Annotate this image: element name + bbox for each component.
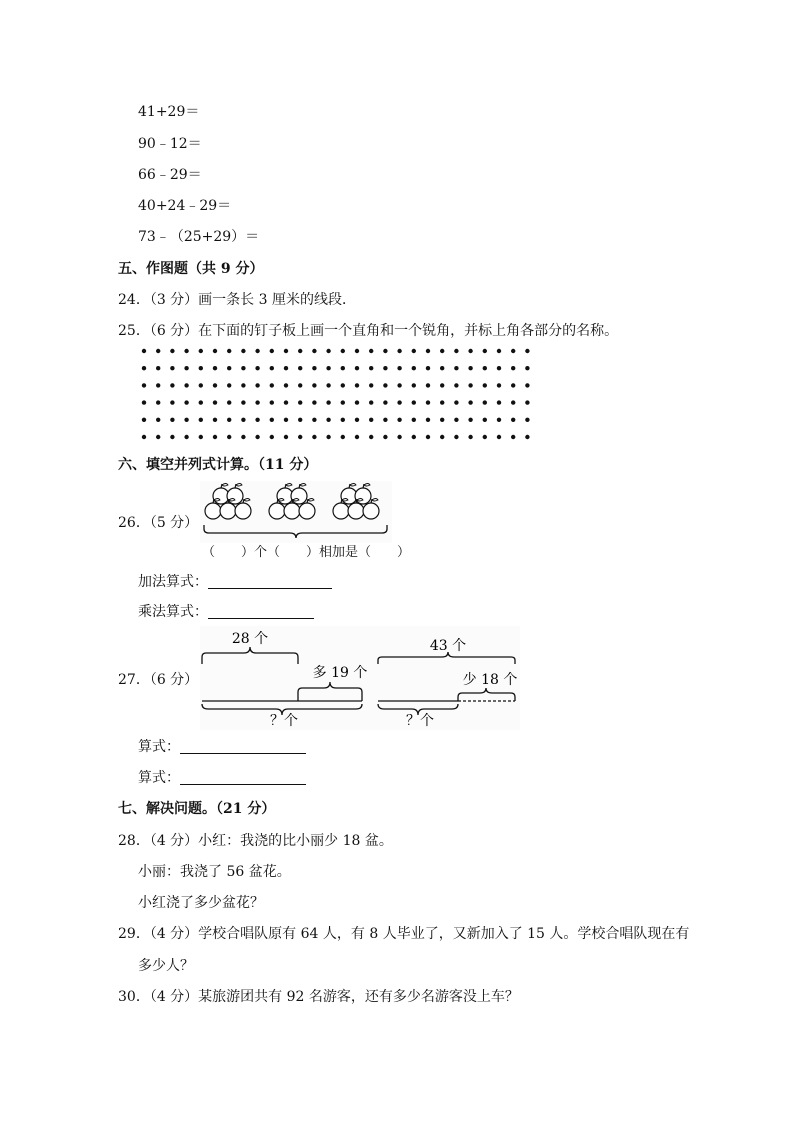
nail-dot[interactable] (397, 383, 401, 387)
nail-dot[interactable] (497, 366, 501, 370)
nail-dot[interactable] (454, 349, 458, 353)
nail-dot[interactable] (397, 418, 401, 422)
nail-dot[interactable] (255, 383, 259, 387)
nail-dot[interactable] (298, 349, 302, 353)
left-top-label: 28 个 (231, 631, 269, 647)
nail-dot[interactable] (497, 383, 501, 387)
section-5-heading: 五、作图题（共 9 分） (118, 261, 264, 277)
nail-dot[interactable] (184, 435, 188, 439)
nail-dot[interactable] (170, 400, 174, 404)
calc-line-3: 66﹣29＝ (138, 167, 202, 183)
nail-dot[interactable] (497, 400, 501, 404)
nail-dot[interactable] (383, 349, 387, 353)
nail-dot[interactable] (199, 383, 203, 387)
nail-dot[interactable] (213, 418, 217, 422)
nail-dot[interactable] (241, 435, 245, 439)
nail-dot[interactable] (227, 418, 231, 422)
nail-dot[interactable] (184, 383, 188, 387)
nail-dot[interactable] (426, 435, 430, 439)
nail-dot[interactable] (355, 435, 359, 439)
nail-dot[interactable] (142, 418, 146, 422)
nail-dot[interactable] (355, 366, 359, 370)
nail-dot[interactable] (270, 400, 274, 404)
right-bottom-label: ？个 (406, 713, 434, 729)
nail-dot[interactable] (156, 383, 160, 387)
nail-dot[interactable] (184, 400, 188, 404)
section-7-heading: 七、解决问题。（21 分） (118, 801, 276, 817)
nail-dot[interactable] (454, 418, 458, 422)
nail-dot[interactable] (426, 418, 430, 422)
nail-dot[interactable] (454, 400, 458, 404)
nail-dot[interactable] (412, 418, 416, 422)
formula-blank-1[interactable] (180, 739, 306, 754)
nail-dot[interactable] (326, 383, 330, 387)
question-27-label: 27．（6 分） (118, 672, 199, 688)
nail-dot[interactable] (412, 349, 416, 353)
nail-dot[interactable] (511, 435, 515, 439)
formula-label-2: 算式： (138, 770, 180, 786)
nail-dot[interactable] (497, 349, 501, 353)
nail-dot[interactable] (468, 400, 472, 404)
nail-dot[interactable] (270, 349, 274, 353)
nail-dot[interactable] (355, 400, 359, 404)
nail-dot[interactable] (270, 418, 274, 422)
calc-line-4: 40+24﹣29＝ (138, 198, 232, 214)
nail-dot[interactable] (298, 383, 302, 387)
nail-dot[interactable] (511, 383, 515, 387)
nail-dot[interactable] (184, 349, 188, 353)
nail-dot[interactable] (241, 349, 245, 353)
nail-dot[interactable] (298, 366, 302, 370)
nail-dot[interactable] (483, 383, 487, 387)
nail-dot[interactable] (454, 366, 458, 370)
nail-dot[interactable] (412, 383, 416, 387)
nail-dot[interactable] (369, 366, 373, 370)
question-26-label: 26．（5 分） (118, 515, 199, 531)
nail-dot[interactable] (412, 400, 416, 404)
nail-dot[interactable] (227, 366, 231, 370)
nail-dot[interactable] (511, 400, 515, 404)
nail-dot[interactable] (355, 349, 359, 353)
nail-dot[interactable] (284, 400, 288, 404)
nail-dot[interactable] (284, 366, 288, 370)
nail-dot[interactable] (383, 366, 387, 370)
addition-formula-row (138, 573, 332, 591)
right-less-label: 少 18 个 (462, 672, 518, 688)
nail-dot[interactable] (397, 349, 401, 353)
nail-dot[interactable] (170, 349, 174, 353)
nail-dot[interactable] (213, 383, 217, 387)
formula-blank-2[interactable] (180, 770, 306, 785)
nail-dot[interactable] (326, 400, 330, 404)
nail-dot[interactable] (440, 418, 444, 422)
nail-dot[interactable] (298, 400, 302, 404)
nail-dot[interactable] (468, 435, 472, 439)
nail-dot[interactable] (227, 400, 231, 404)
nail-dot[interactable] (426, 366, 430, 370)
left-bottom-label: ？个 (270, 713, 298, 729)
nail-dot[interactable] (525, 383, 529, 387)
nail-dot[interactable] (326, 366, 330, 370)
nail-dot[interactable] (426, 400, 430, 404)
nail-dot[interactable] (397, 435, 401, 439)
nail-dot[interactable] (454, 435, 458, 439)
nail-dot[interactable] (199, 349, 203, 353)
nail-dot[interactable] (468, 366, 472, 370)
nail-dot[interactable] (511, 418, 515, 422)
calc-line-2: 90﹣12＝ (138, 136, 202, 152)
nail-dot[interactable] (468, 349, 472, 353)
formula-label-1: 算式： (138, 739, 180, 755)
nail-dot[interactable] (156, 349, 160, 353)
left-extra-label: 多 19 个 (312, 665, 368, 681)
nail-dot[interactable] (525, 366, 529, 370)
nail-dot[interactable] (312, 435, 316, 439)
question-24: 24．（3 分）画一条长 3 厘米的线段． (118, 292, 356, 308)
nail-dot[interactable] (341, 400, 345, 404)
multiplication-formula-blank[interactable] (208, 604, 314, 619)
question-28-line-3: 小红浇了多少盆花？ (138, 895, 264, 911)
nail-dot[interactable] (142, 383, 146, 387)
nail-dot[interactable] (170, 366, 174, 370)
nail-dot[interactable] (355, 383, 359, 387)
nail-dot[interactable] (440, 349, 444, 353)
nail-dot[interactable] (483, 349, 487, 353)
nail-dot[interactable] (270, 435, 274, 439)
nail-dot[interactable] (213, 400, 217, 404)
nail-dot[interactable] (483, 366, 487, 370)
section-6-heading: 六、填空并列式计算。（11 分） (118, 457, 318, 473)
nail-dot[interactable] (341, 366, 345, 370)
nail-dot[interactable] (412, 366, 416, 370)
multiplication-formula-row (138, 603, 314, 621)
nail-dot[interactable] (369, 435, 373, 439)
nail-dot[interactable] (199, 400, 203, 404)
nail-dot[interactable] (511, 349, 515, 353)
nail-dot[interactable] (270, 383, 274, 387)
nail-dot[interactable] (184, 366, 188, 370)
nail-dot[interactable] (184, 418, 188, 422)
calc-line-1: 41+29＝ (138, 104, 200, 120)
nail-dot[interactable] (227, 349, 231, 353)
nail-dot[interactable] (284, 383, 288, 387)
nail-dot[interactable] (341, 418, 345, 422)
multiplication-formula-label: 乘法算式： (138, 604, 208, 620)
nail-dot[interactable] (440, 435, 444, 439)
nail-dot[interactable] (241, 418, 245, 422)
nail-dot[interactable] (412, 435, 416, 439)
apple-groups-figure (200, 481, 392, 543)
nail-dot[interactable] (525, 418, 529, 422)
nail-dot[interactable] (341, 435, 345, 439)
nail-dot[interactable] (241, 400, 245, 404)
nail-dot[interactable] (241, 366, 245, 370)
nail-dot[interactable] (397, 366, 401, 370)
nail-dot[interactable] (312, 383, 316, 387)
nail-board-dot-grid[interactable] (136, 343, 532, 447)
nail-dot[interactable] (312, 349, 316, 353)
nail-dot[interactable] (483, 400, 487, 404)
nail-dot[interactable] (326, 349, 330, 353)
nail-dot[interactable] (199, 366, 203, 370)
nail-dot[interactable] (255, 400, 259, 404)
nail-dot[interactable] (440, 383, 444, 387)
nail-dot[interactable] (369, 418, 373, 422)
nail-dot[interactable] (156, 400, 160, 404)
calc-line-5: 73﹣（25+29）＝ (138, 229, 260, 245)
nail-dot[interactable] (270, 366, 274, 370)
nail-dot[interactable] (284, 435, 288, 439)
nail-dot[interactable] (255, 366, 259, 370)
nail-dot[interactable] (483, 418, 487, 422)
nail-dot[interactable] (468, 383, 472, 387)
nail-dot[interactable] (170, 383, 174, 387)
nail-dot[interactable] (341, 349, 345, 353)
question-30: 30．（4 分）某旅游团共有 92 名游客，还有多少名游客没上车？ (118, 989, 519, 1005)
nail-dot[interactable] (426, 349, 430, 353)
question-29-line-2: 多少人？ (138, 958, 194, 974)
nail-dot[interactable] (483, 435, 487, 439)
nail-dot[interactable] (241, 383, 245, 387)
nail-dot[interactable] (199, 418, 203, 422)
nail-dot[interactable] (525, 435, 529, 439)
question-28-line-1: 28．（4 分）小红：我浇的比小丽少 18 盆。 (118, 833, 393, 849)
nail-dot[interactable] (326, 435, 330, 439)
nail-dot[interactable] (227, 435, 231, 439)
nail-dot[interactable] (369, 383, 373, 387)
nail-dot[interactable] (369, 400, 373, 404)
nail-dot[interactable] (497, 418, 501, 422)
nail-dot[interactable] (383, 383, 387, 387)
nail-dot[interactable] (156, 418, 160, 422)
nail-dot[interactable] (326, 418, 330, 422)
nail-dot[interactable] (199, 435, 203, 439)
nail-dot[interactable] (383, 435, 387, 439)
question-25: 25．（6 分）在下面的钉子板上画一个直角和一个锐角，并标上角各部分的名称。 (118, 323, 619, 339)
nail-dot[interactable] (525, 349, 529, 353)
nail-dot[interactable] (142, 400, 146, 404)
nail-dot[interactable] (383, 400, 387, 404)
nail-dot[interactable] (284, 349, 288, 353)
question-26-caption: （ ）个（ ）相加是（ ） (202, 545, 411, 560)
nail-dot[interactable] (440, 366, 444, 370)
question-27-diagram (200, 626, 520, 730)
nail-dot[interactable] (170, 418, 174, 422)
nail-dot[interactable] (156, 435, 160, 439)
nail-dot[interactable] (383, 418, 387, 422)
addition-formula-label: 加法算式： (138, 574, 208, 590)
nail-dot[interactable] (312, 366, 316, 370)
nail-dot[interactable] (255, 349, 259, 353)
nail-dot[interactable] (397, 400, 401, 404)
nail-dot[interactable] (341, 383, 345, 387)
nail-dot[interactable] (468, 418, 472, 422)
nail-dot[interactable] (142, 435, 146, 439)
nail-dot[interactable] (298, 435, 302, 439)
right-top-label: 43 个 (429, 638, 467, 654)
nail-dot[interactable] (369, 349, 373, 353)
nail-dot[interactable] (454, 383, 458, 387)
nail-dot[interactable] (440, 400, 444, 404)
nail-dot[interactable] (213, 349, 217, 353)
question-28-line-2: 小丽：我浇了 56 盆花。 (138, 864, 291, 880)
nail-dot[interactable] (255, 435, 259, 439)
nail-dot[interactable] (525, 400, 529, 404)
nail-dot[interactable] (142, 366, 146, 370)
nail-dot[interactable] (213, 366, 217, 370)
nail-dot[interactable] (312, 418, 316, 422)
nail-dot[interactable] (170, 435, 174, 439)
addition-formula-blank[interactable] (208, 574, 332, 589)
nail-dot[interactable] (511, 366, 515, 370)
formula-row-1 (138, 738, 306, 756)
nail-dot[interactable] (156, 366, 160, 370)
nail-dot[interactable] (142, 349, 146, 353)
nail-dot[interactable] (213, 435, 217, 439)
nail-dot[interactable] (312, 400, 316, 404)
nail-dot[interactable] (284, 418, 288, 422)
nail-dot[interactable] (426, 383, 430, 387)
nail-dot[interactable] (255, 418, 259, 422)
nail-dot[interactable] (227, 383, 231, 387)
formula-row-2 (138, 769, 306, 787)
nail-dot[interactable] (355, 418, 359, 422)
nail-dot[interactable] (298, 418, 302, 422)
question-29-line-1: 29．（4 分）学校合唱队原有 64 人，有 8 人毕业了，又新加入了 15 人。学校合唱队现在有 (118, 926, 690, 942)
nail-dot[interactable] (497, 435, 501, 439)
